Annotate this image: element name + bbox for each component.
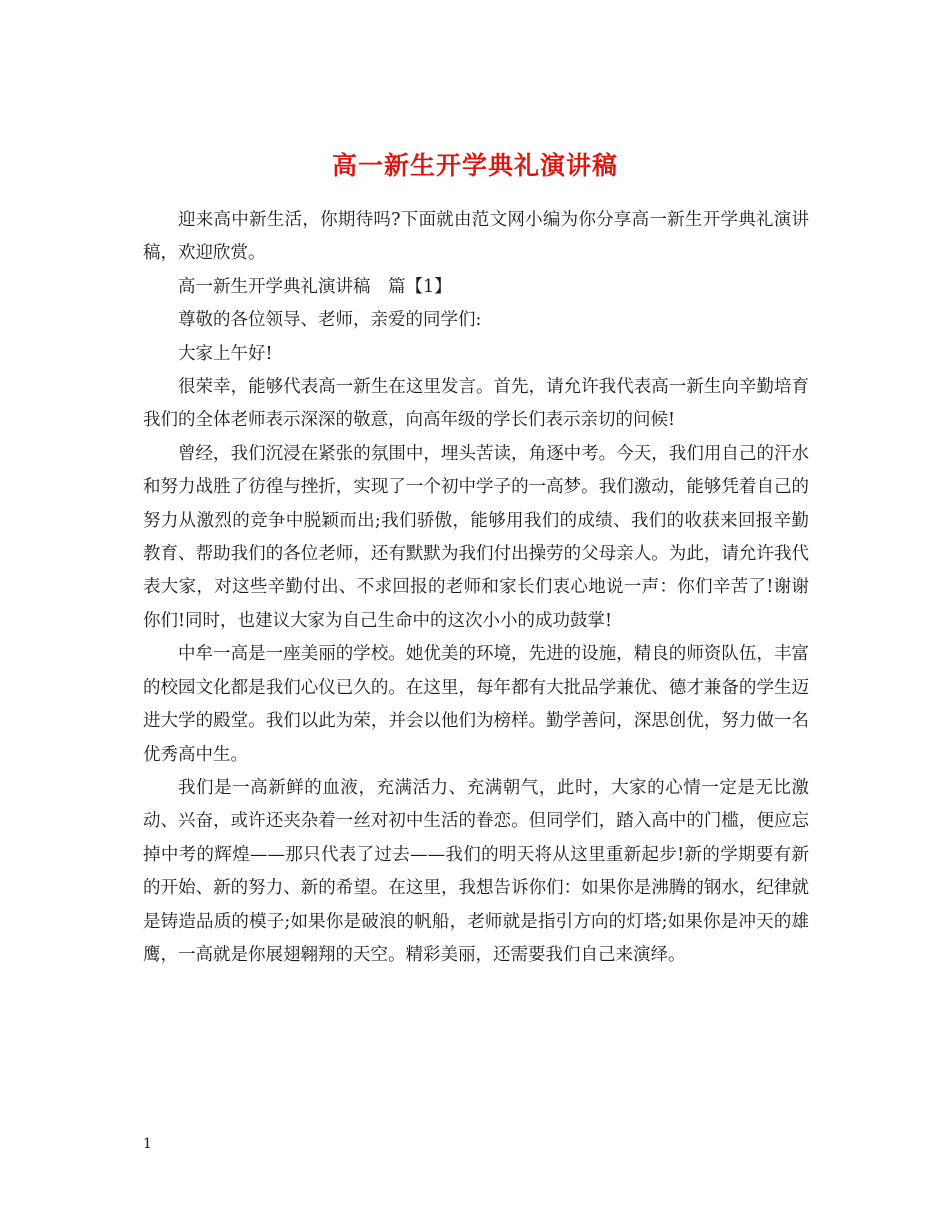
page-number: 1 [143,1136,152,1152]
document-body [143,204,809,972]
intro-paragraph: 迎来高中新生活，你期待吗?下面就由范文网小编为你分享高一新生开学典礼演讲稿，欢迎欣赏。 [143,210,809,264]
body-paragraph: 曾经，我们沉浸在紧张的氛围中，埋头苦读，角逐中考。今天，我们用自己的汗水和努力战胜了彷徨与挫折，实现了一个初中学子的一高梦。我们激动，能够凭着自己的努力从激烈的竞争中脱颖而出;我们骄傲，能够用我们的成绩、我们的收获来回报辛勤教育、帮助我们的各位老师，还有默默为我们付出操劳的父母亲人。为此，请允许我代表大家，对这些辛勤付出、不求回报的老师和家长们衷心地说一声：你们辛苦了!谢谢你们!同时，也建议大家为自己生命中的这次小小的成功鼓掌! [143,443,809,631]
greeting: 大家上午好! [178,343,273,364]
document-title: 高一新生开学典礼演讲稿 [331,150,618,180]
body-paragraph: 我们是一高新鲜的血液，充满活力、充满朝气，此时，大家的心情一定是无比激动、兴奋，或许还夹杂着一丝对初中生活的眷恋。但同学们，踏入高中的门槛，便应忘掉中考的辉煌——那只代表了过去——我们的明天将从这里重新起步!新的学期要有新的开始、新的努力、新的希望。在这里，我想告诉你们：如果你是沸腾的钢水，纪律就是铸造品质的模子;如果你是破浪的帆船，老师就是指引方向的灯塔;如果你是冲天的雄鹰，一高就是你展翅翱翔的天空。精彩美丽，还需要我们自己来演绎。 [143,777,809,965]
body-paragraph: 很荣幸，能够代表高一新生在这里发言。首先，请允许我代表高一新生向辛勤培育我们的全体老师表示深深的敬意，向高年级的学长们表示亲切的问候! [143,377,809,431]
body-paragraph: 中牟一高是一座美丽的学校。她优美的环境，先进的设施，精良的师资队伍，丰富的校园文化都是我们心仪已久的。在这里，每年都有大批品学兼优、德才兼备的学生迈进大学的殿堂。我们以此为荣，并会以他们为榜样。勤学善问，深思创优，努力做一名优秀高中生。 [143,644,809,765]
salutation: 尊敬的各位领导、老师，亲爱的同学们: [178,310,482,331]
section-heading: 高一新生开学典礼演讲稿 篇【1】 [178,276,452,297]
